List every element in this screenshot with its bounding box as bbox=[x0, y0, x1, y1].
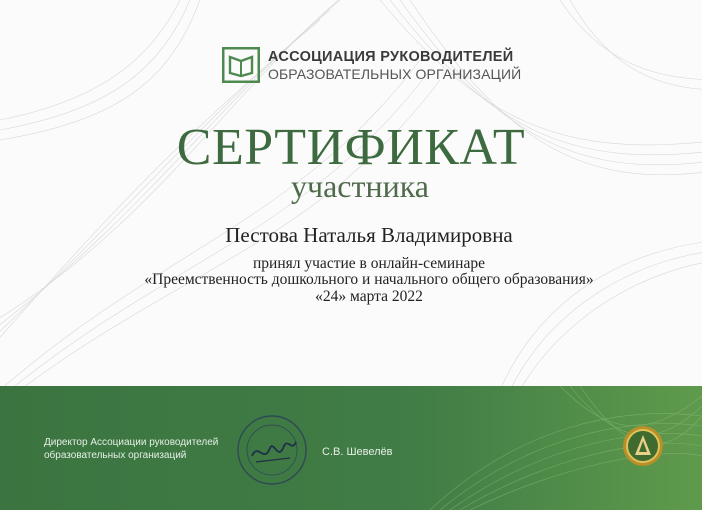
participation-text: принял участие в онлайн-семинаре bbox=[253, 255, 485, 272]
association-logo bbox=[222, 45, 522, 85]
certificate-title: СЕРТИФИКАТ bbox=[176, 119, 526, 176]
gold-medal-icon bbox=[622, 425, 664, 467]
org-name-line1: АССОЦИАЦИЯ РУКОВОДИТЕЛЕЙ bbox=[268, 48, 514, 65]
association-name bbox=[268, 49, 521, 82]
seminar-title: «Преемственность дошкольного и начального общего образования» bbox=[144, 271, 594, 288]
open-book-icon bbox=[222, 47, 260, 83]
signer-name: С.В. Шевелёв bbox=[322, 446, 393, 458]
director-position-line1: Директор Ассоциации руководителей bbox=[44, 437, 219, 448]
participant-name: Пестова Наталья Владимировна bbox=[225, 223, 513, 247]
certificate-subtitle: участника bbox=[291, 168, 429, 204]
event-date: «24» марта 2022 bbox=[315, 288, 423, 305]
director-position-line2: образовательных организаций bbox=[44, 450, 187, 461]
director-position bbox=[44, 436, 234, 462]
round-stamp-icon bbox=[234, 412, 310, 488]
org-name-line2: ОБРАЗОВАТЕЛЬНЫХ ОРГАНИЗАЦИЙ bbox=[268, 65, 522, 82]
